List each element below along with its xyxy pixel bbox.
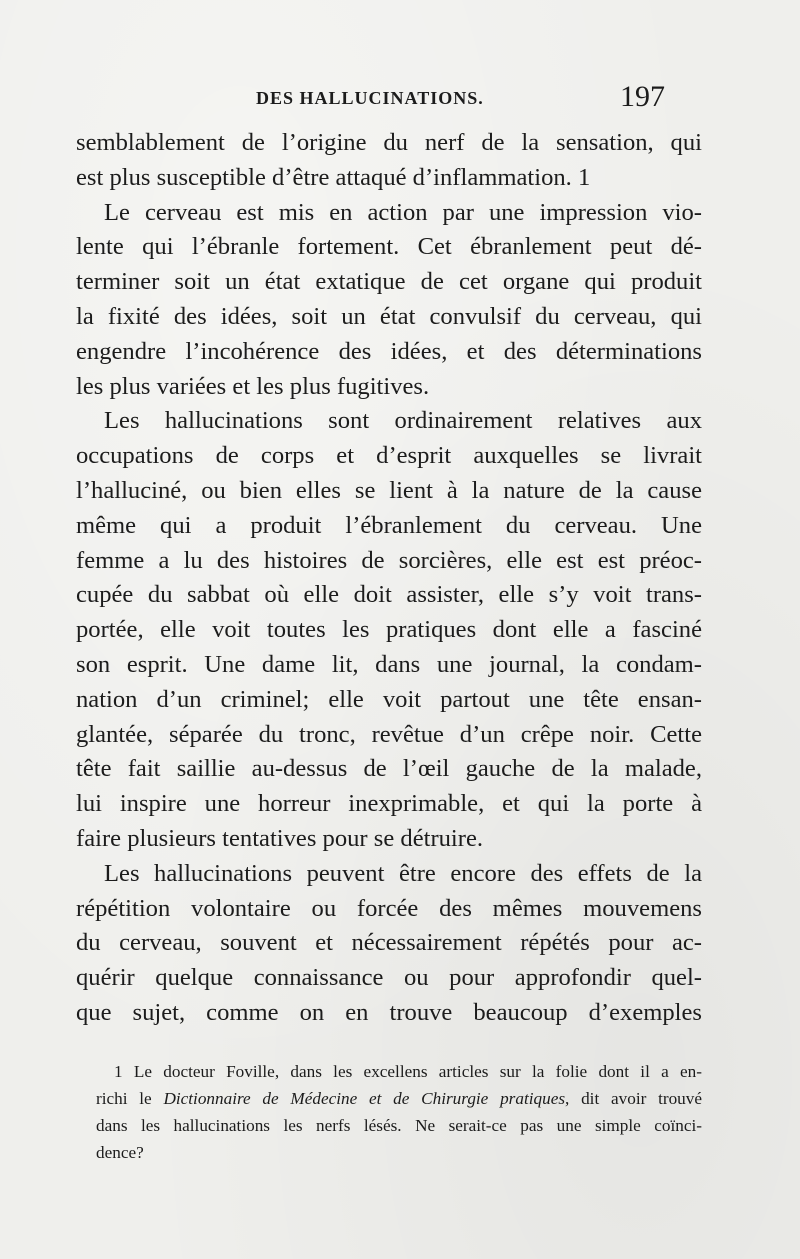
page-number: 197 xyxy=(620,80,665,113)
text-line: faire plusieurs tentatives pour se détruire. xyxy=(76,824,484,852)
footnote-text: richi le xyxy=(96,1089,164,1108)
body-text xyxy=(76,126,702,1031)
footnote-line xyxy=(96,1085,702,1112)
text-line: semblablement de l’origine du nerf de la sensation, qui xyxy=(76,129,702,156)
footnote-line: dans les hallucinations les nerfs lésés. Ne serait-ce pas une simple coïnci- xyxy=(96,1116,702,1135)
footnote-text: , dit avoir trouvé xyxy=(565,1089,702,1108)
footnote-book-title: Dictionnaire de Médecine et de Chirurgie pratiques xyxy=(163,1089,566,1108)
text-line: répétition volontaire ou forcée des mêmes mouvemens xyxy=(76,894,702,922)
text-line: les plus variées et les plus fugitives. xyxy=(76,372,430,400)
text-line: du cerveau, souvent et nécessairement répétés pour ac- xyxy=(76,929,702,957)
text-line: occupations de corps et d’esprit auxquelles se livrait xyxy=(76,442,702,470)
footnote-line: dence? xyxy=(96,1143,144,1162)
footnote-line: 1 Le docteur Foville, dans les excellens articles sur la folie dont il a en- xyxy=(114,1062,702,1081)
text-line: Le cerveau est mis en action par une impression vio- xyxy=(104,198,702,226)
text-line: quérir quelque connaissance ou pour approfondir quel- xyxy=(76,964,702,992)
footnote xyxy=(96,1058,702,1166)
text-line: terminer soit un état extatique de cet organe qui produit xyxy=(76,268,702,296)
text-line: l’halluciné, ou bien elles se lient à la nature de la cause xyxy=(76,476,702,504)
text-line: portée, elle voit toutes les pratiques dont elle a fasciné xyxy=(76,616,702,644)
text-line: que sujet, comme on en trouve beaucoup d’exemples xyxy=(76,998,702,1026)
text-line: glantée, séparée du tronc, revêtue d’un crêpe noir. Cette xyxy=(76,720,702,748)
text-line: même qui a produit l’ébranlement du cerveau. Une xyxy=(76,511,702,539)
text-line: nation d’un criminel; elle voit partout une tête ensan- xyxy=(76,685,702,713)
running-title: DES HALLUCINATIONS. xyxy=(256,88,484,108)
text-line: tête fait saillie au-dessus de l’œil gauche de la malade, xyxy=(76,755,702,783)
text-line: lente qui l’ébranle fortement. Cet ébranlement peut dé- xyxy=(76,233,702,261)
text-line: la fixité des idées, soit un état convulsif du cerveau, qui xyxy=(76,302,702,330)
text-line: engendre l’incohérence des idées, et des déterminations xyxy=(76,337,702,365)
text-line: cupée du sabbat où elle doit assister, elle s’y voit trans- xyxy=(76,581,702,609)
text-line: femme a lu des histoires de sorcières, elle est est préoc- xyxy=(76,546,702,574)
text-line: Les hallucinations sont ordinairement relatives aux xyxy=(104,407,702,435)
text-line: son esprit. Une dame lit, dans une journal, la condam- xyxy=(76,650,702,678)
text-line: lui inspire une horreur inexprimable, et qui la porte à xyxy=(76,790,702,818)
text-line: Les hallucinations peuvent être encore des effets de la xyxy=(104,859,702,887)
page-header xyxy=(0,80,800,120)
text-line: est plus susceptible d’être attaqué d’inflammation. 1 xyxy=(76,163,591,191)
